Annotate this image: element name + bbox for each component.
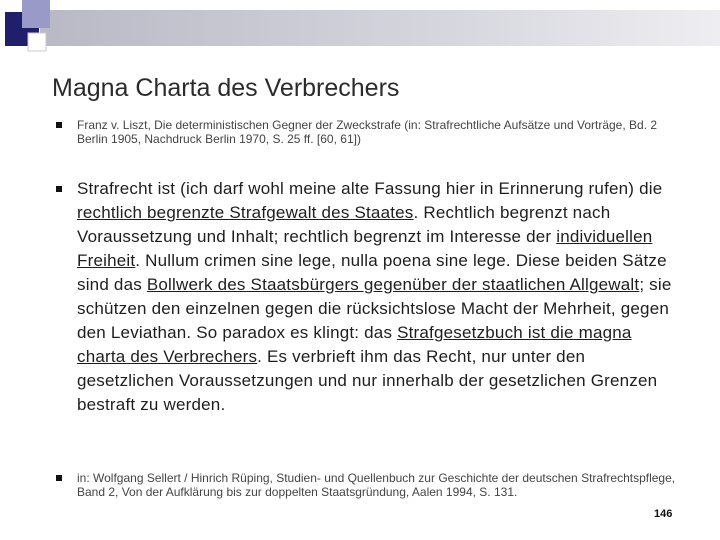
quote-underlined-phrase: individuellen Freiheit: [77, 227, 653, 270]
decor-light-square: [28, 33, 46, 51]
quote-text: Strafrecht ist (ich darf wohl meine alte Fassung hier in Erinnerung rufen) die: [77, 179, 663, 198]
quote-underlined-phrase: Bollwerk des Staatsbürgers gegenüber der staatlichen Allgewalt: [146, 275, 640, 294]
quote-text: . Rechtlich begrenzt nach Voraussetzung und Inhalt; rechtlich begrenzt im Interesse der: [77, 203, 611, 246]
bullet-marker-1: [56, 122, 62, 128]
quote-underlined-phrase: Strafgesetzbuch ist die magna charta des Verbrechers: [77, 323, 632, 366]
decor-lavender-square: [22, 0, 50, 28]
slide-title: Magna Charta des Verbrechers: [52, 74, 400, 102]
quote-underlined-phrase: rechtlich begrenzte Strafgewalt des Staates: [77, 203, 414, 222]
citation-liszt: Franz v. Liszt, Die deterministischen Gegner der Zweckstrafe (in: Strafrechtliche Aufsätze und Vorträge, Bd. 2 Berlin 1905, Nachdruck Berlin 1970, S. 25 ff. [60, 61]): [77, 118, 658, 146]
bullet-marker-2: [56, 186, 62, 192]
header-decoration: [0, 0, 720, 60]
decor-gray-band: [40, 10, 720, 46]
quote-text: . Es verbrieft ihm das Recht, nur unter den gesetzlichen Voraussetzungen und nur innerhalb der gesetzlichen Grenzen bestraft zu werden.: [77, 347, 658, 414]
citation-sellert-rueping: in: Wolfgang Sellert / Hinrich Rüping, Studien- und Quellenbuch zur Geschichte der deutschen Strafrechtspflege, Band 2, Von der Aufklärung bis zur doppelten Staatsgründung, Aalen 1994, S. 131.: [77, 471, 676, 499]
quote-paragraph: [77, 177, 677, 417]
quote-text: ; sie schützen den einzelnen gegen die rücksichtslose Macht der Mehrheit, gegen den Leviathan. So paradox es klingt: das: [77, 275, 672, 342]
bullet-marker-3: [56, 475, 62, 481]
quote-text: . Nullum crimen sine lege, nulla poena sine lege. Diese beiden Sätze sind das: [77, 251, 667, 294]
page-number: 146: [654, 508, 673, 520]
